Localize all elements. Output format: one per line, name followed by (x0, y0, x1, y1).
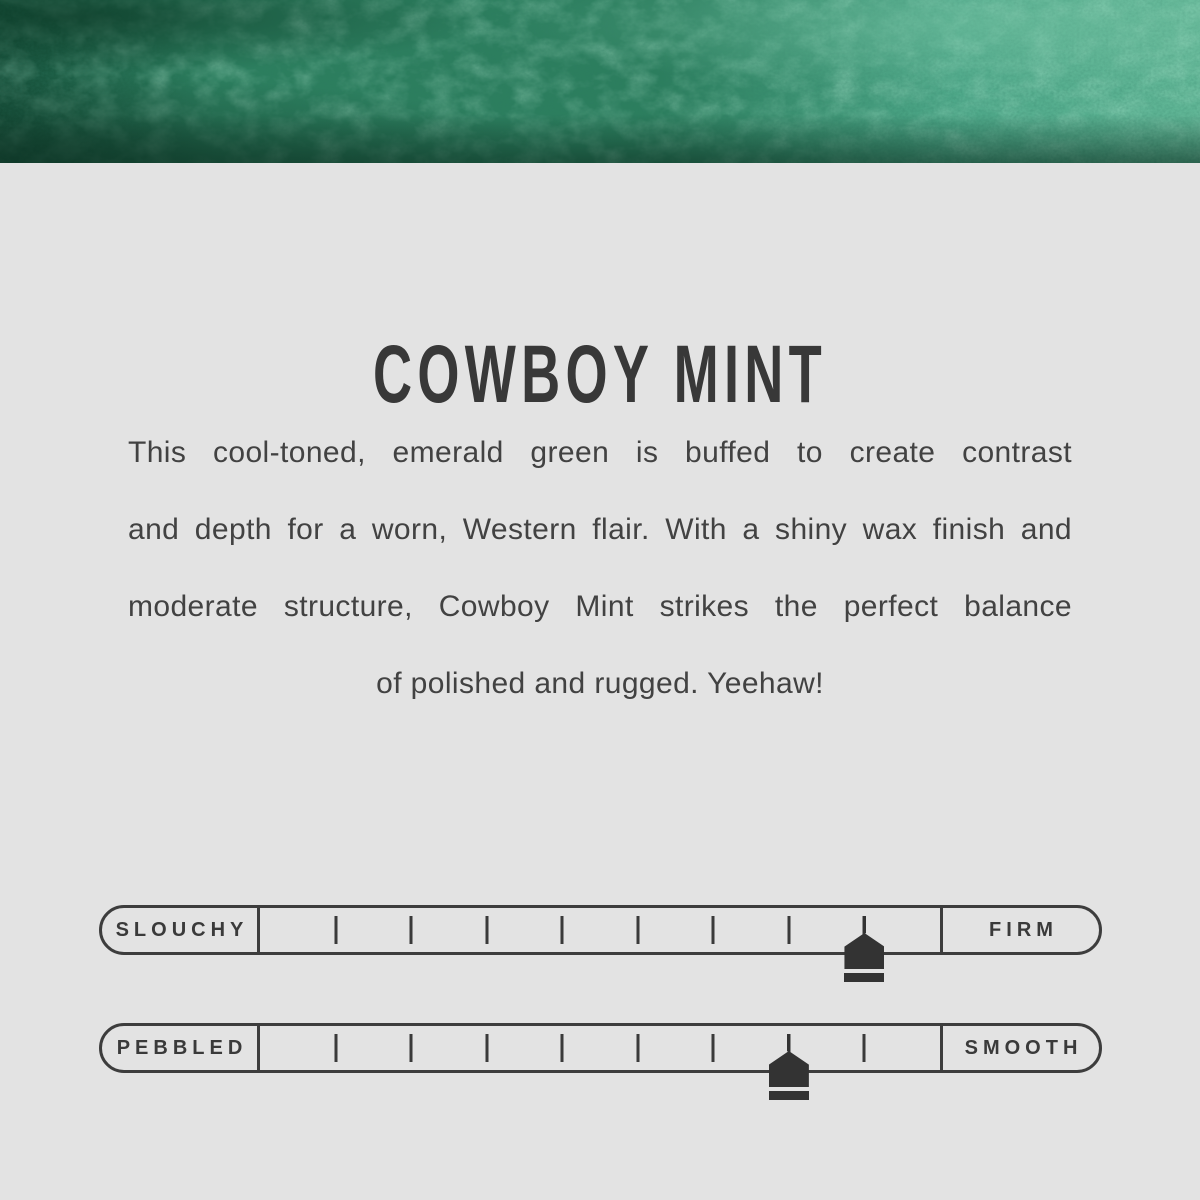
scale-tick (410, 1034, 413, 1062)
marker-pin-icon (844, 933, 884, 969)
texture-scale (99, 1023, 1102, 1073)
structure-scale-marker[interactable] (844, 916, 884, 982)
texture-scale-right-label: SMOOTH (940, 1026, 1099, 1070)
marker-base (844, 973, 884, 982)
color-description (128, 414, 1072, 722)
structure-scale (99, 905, 1102, 955)
scale-tick (561, 1034, 564, 1062)
scale-tick (863, 1034, 866, 1062)
scale-tick (334, 916, 337, 944)
texture-scale-track (260, 1026, 940, 1070)
marker-base (769, 1091, 809, 1100)
scale-tick (787, 916, 790, 944)
description-line: This cool-toned, emerald green is buffed to create contrast (128, 436, 1072, 469)
page-title: COWBOY MINT (373, 328, 827, 420)
scale-tick (636, 1034, 639, 1062)
scale-tick (636, 916, 639, 944)
leather-texture-graphic (0, 0, 1200, 163)
scale-tick (334, 1034, 337, 1062)
texture-scale-marker[interactable] (769, 1034, 809, 1100)
scale-tick (410, 916, 413, 944)
structure-scale-right-label: FIRM (940, 908, 1099, 952)
structure-scale-left-label: SLOUCHY (102, 908, 260, 952)
marker-stem (863, 916, 866, 933)
scale-tick (485, 1034, 488, 1062)
description-line: of polished and rugged. Yeehaw! (376, 667, 824, 700)
scale-tick (485, 916, 488, 944)
description-line: and depth for a worn, Western flair. With a shiny wax finish and (128, 513, 1072, 546)
texture-scale-left-label: PEBBLED (102, 1026, 260, 1070)
scale-tick (561, 916, 564, 944)
structure-scale-track (260, 908, 940, 952)
marker-pin-icon (769, 1051, 809, 1087)
leather-swatch-image (0, 0, 1200, 163)
scale-tick (712, 1034, 715, 1062)
marker-stem (787, 1034, 790, 1051)
scale-tick (712, 916, 715, 944)
description-line: moderate structure, Cowboy Mint strikes the perfect balance (128, 590, 1072, 623)
